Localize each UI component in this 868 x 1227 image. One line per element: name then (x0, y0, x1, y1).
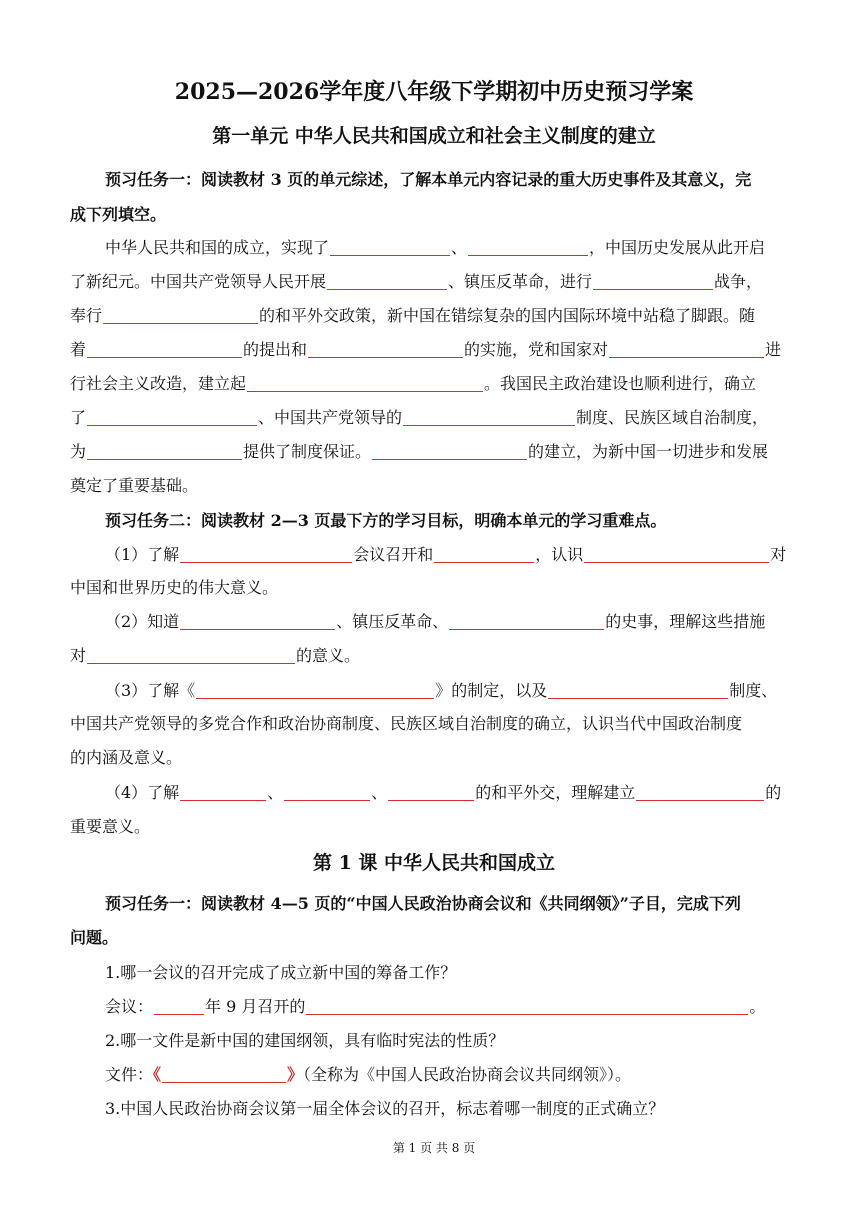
text: 了新纪元。中国共产党领导人民开展 (70, 272, 327, 291)
lesson-task1-line2: 问题。 (70, 928, 119, 947)
text: 、 (371, 783, 388, 802)
fill-blank[interactable] (87, 647, 295, 664)
goal3-line1 (105, 681, 777, 701)
fill-blank[interactable] (584, 546, 769, 563)
task1-heading-line2: 成下列填空。 (70, 205, 167, 224)
text: （3）了解《 (105, 681, 196, 700)
book-title-mark-close: 》 (287, 1065, 304, 1084)
text: 战争， (714, 272, 763, 291)
text: 行社会主义改造，建立起 (70, 374, 247, 393)
fill-blank[interactable] (87, 341, 242, 358)
text: 着 (70, 340, 87, 359)
question-3: 3.中国人民政治协商会议第一届全体会议的召开，标志着哪一制度的正式确立？ (105, 1099, 665, 1118)
text: 、 (451, 238, 468, 257)
text: 会议： (105, 997, 154, 1016)
p1-line1 (105, 238, 765, 258)
text: 提供了制度保证。 (243, 442, 372, 461)
fill-blank[interactable] (327, 273, 447, 290)
answer-2 (105, 1065, 631, 1085)
text: 的 (765, 783, 782, 802)
goal4-line1 (105, 783, 781, 803)
text: 的和平外交政策，新中国在错综复杂的国内国际环境中站稳了脚跟。随 (259, 306, 756, 325)
fill-blank[interactable] (388, 784, 474, 801)
p1-line7 (70, 442, 768, 462)
fill-blank[interactable] (154, 998, 204, 1015)
fill-blank[interactable] (180, 613, 335, 630)
text: ，认识 (535, 545, 584, 564)
fill-blank[interactable] (284, 784, 370, 801)
text: 年 9 月召开的 (205, 997, 306, 1016)
text: 了 (70, 408, 87, 427)
text: 对 (70, 646, 87, 665)
fill-blank[interactable] (180, 546, 352, 563)
lesson-title: 第 1 课 中华人民共和国成立 (312, 852, 556, 874)
fill-blank[interactable] (306, 998, 748, 1015)
fill-blank[interactable] (548, 682, 728, 699)
fill-blank[interactable] (196, 682, 434, 699)
text: 的提出和 (243, 340, 308, 359)
p1-line3 (70, 306, 755, 326)
fill-blank[interactable] (636, 784, 764, 801)
text: 制度、民族区域自治制度， (576, 408, 769, 427)
fill-blank[interactable] (593, 273, 713, 290)
goal3-line2: 中国共产党领导的多党合作和政治协商制度、民族区域自治制度的确立，认识当代中国政治制度 (70, 714, 743, 733)
unit-title: 第一单元 中华人民共和国成立和社会主义制度的建立 (212, 125, 656, 147)
task1-heading-line1: 预习任务一：阅读教材 3 页的单元综述，了解本单元内容记录的重大历史事件及其意义，完 (105, 170, 752, 189)
fill-blank[interactable] (372, 443, 527, 460)
text: 进 (765, 340, 782, 359)
text: 的实施，党和国家对 (464, 340, 609, 359)
book-title-mark-open: 《 (153, 1065, 162, 1084)
text: 的意义。 (296, 646, 361, 665)
text: 对 (770, 545, 787, 564)
text: 。我国民主政治建设也顺利进行，确立 (484, 374, 757, 393)
text: 中华人民共和国的成立，实现了 (105, 238, 330, 257)
fill-blank[interactable] (103, 307, 258, 324)
text: 为 (70, 442, 87, 461)
goal4-line2: 重要意义。 (70, 817, 151, 836)
text: 的史事，理解这些措施 (605, 612, 766, 631)
fill-blank[interactable] (403, 409, 575, 426)
fill-blank[interactable] (180, 784, 266, 801)
text: （全称为《中国人民政治协商会议共同纲领》）。 (303, 1065, 632, 1084)
question-1: 1.哪一会议的召开完成了成立新中国的筹备工作？ (105, 963, 457, 982)
p1-line4 (70, 340, 781, 360)
p1-line2 (70, 272, 762, 292)
p1-line6 (70, 408, 768, 428)
text: 的和平外交，理解建立 (475, 783, 636, 802)
goal1-line2: 中国和世界历史的伟大意义。 (70, 578, 279, 597)
goal1-line1 (105, 545, 786, 565)
text: 会议召开和 (353, 545, 434, 564)
goal2-line2 (70, 646, 360, 666)
text: 、中国共产党领导的 (258, 408, 403, 427)
text: 文件： (105, 1065, 154, 1084)
task2-heading: 预习任务二：阅读教材 2—3 页最下方的学习目标，明确本单元的学习重难点。 (105, 511, 667, 530)
text: 。 (749, 997, 766, 1016)
fill-blank[interactable] (308, 341, 463, 358)
answer-1 (105, 997, 765, 1017)
fill-blank[interactable] (468, 239, 588, 256)
goal3-line3: 的内涵及意义。 (70, 748, 183, 767)
text: ，中国历史发展从此开启 (589, 238, 766, 257)
fill-blank[interactable] (87, 443, 242, 460)
p1-line5 (70, 374, 756, 394)
fill-blank[interactable] (87, 409, 257, 426)
fill-blank[interactable] (609, 341, 764, 358)
text: 制度、 (729, 681, 778, 700)
fill-blank[interactable] (162, 1066, 286, 1083)
document-title: 2025—2026学年度八年级下学期初中历史预习学案 (174, 79, 694, 105)
fill-blank[interactable] (330, 239, 450, 256)
goal2-line1 (105, 612, 765, 632)
text: 的建立，为新中国一切进步和发展 (528, 442, 769, 461)
fill-blank[interactable] (449, 613, 604, 630)
text: （2）知道 (105, 612, 180, 631)
text: 奉行 (70, 306, 103, 325)
p1-line8: 奠定了重要基础。 (70, 476, 199, 495)
text: 、 (267, 783, 284, 802)
text: （1）了解 (105, 545, 180, 564)
text: 》的制定，以及 (435, 681, 548, 700)
fill-blank[interactable] (247, 375, 483, 392)
fill-blank[interactable] (434, 546, 534, 563)
text: 、镇压反革命，进行 (448, 272, 593, 291)
page-footer: 第 1 页 共 8 页 (392, 1141, 476, 1155)
text: （4）了解 (105, 783, 180, 802)
lesson-task1-line1: 预习任务一：阅读教材 4—5 页的“中国人民政治协商会议和《共同纲领》”子目，完成下列 (105, 894, 741, 913)
question-2: 2.哪一文件是新中国的建国纲领，具有临时宪法的性质？ (105, 1031, 505, 1050)
text: 、镇压反革命、 (336, 612, 449, 631)
